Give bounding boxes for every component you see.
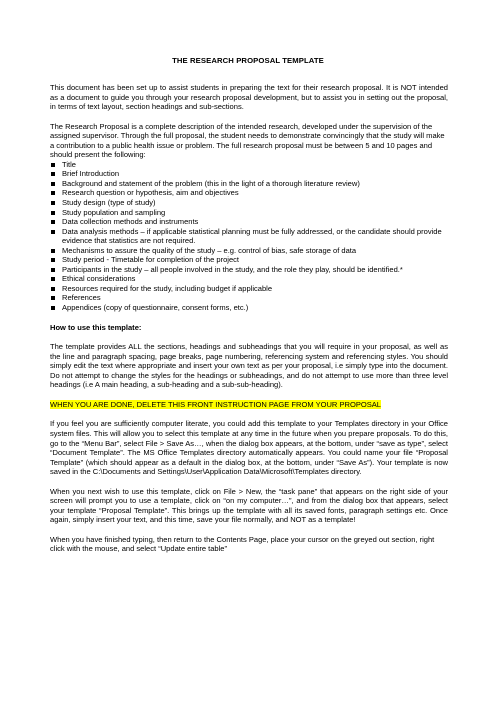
finish-paragraph: When you have finished typing, then return to the Contents Page, place your cursor on the greyed out section, right click with the mouse, and select “Update entire table” xyxy=(50,534,435,554)
howto-paragraph: The template provides ALL the sections, headings and subheadings that you will require in your proposal, as well as the line and paragraph spacing, page breaks, page numbering, referencing system and referencing styles. You should simply edit the text where appropriate and insert your own text as per your proposal, i.e simply type into the document. Do not attempt to change the styles for the headings or subheadings, and do not attempt to use more than three level headings (i.e A main heading, a sub-heading and a sub-sub-heading). xyxy=(50,342,448,390)
document-title: THE RESEARCH PROPOSAL TEMPLATE xyxy=(172,56,324,65)
list-item: Ethical considerations xyxy=(50,274,448,284)
warning-highlight: WHEN YOU ARE DONE, DELETE THIS FRONT INSTRUCTION PAGE FROM YOUR PROPOSAL xyxy=(50,399,381,409)
next-use-paragraph: When you next wish to use this template, click on File > New, the “task pane” that appears on the right side of your screen will prompt you to use a template, click on “on my computer…”, and from the dialog box that appears, select your template “Proposal Template”. This brings up the template with all its saved fonts, paragraph settings etc. Once again, simply insert your text, and this time, save your file normally, and NOT as a template! xyxy=(50,486,448,525)
delete-warning xyxy=(50,400,448,410)
description-paragraph: The Research Proposal is a complete description of the intended research, developed under the supervision of the assigned supervisor. Through the full proposal, the student needs to demonstrate convincingly that the study will make a contribution to a public health issue or problem. The full research proposal must be between 5 and 10 pages and should present the following: xyxy=(50,121,445,160)
list-item: Data collection methods and instruments xyxy=(50,217,448,227)
list-item: Study design (type of study) xyxy=(50,198,448,208)
list-item: Study period - Timetable for completion of the project xyxy=(50,255,448,265)
list-item: Participants in the study – all people involved in the study, and the role they play, should be identified.* xyxy=(50,265,448,275)
list-item: Study population and sampling xyxy=(50,208,448,218)
template-install-paragraph: If you feel you are sufficiently computer literate, you could add this template to your Templates directory in your Office system files. This will allow you to select this template at any time in the future when you prepare proposals. To do this, go to the “Menu Bar”, select File > Save As…, when the dialog box appears, at the bottom, under “save as type”, select “Document Template”. The MS Office Templates directory automatically appears. You could name your file “Proposal Template” (which should appear as a default in the dialog box, at the bottom, under “Save As”). Your template is now saved in the C:\Documents and Settings\User\Application Data\Microsoft\Templates directory. xyxy=(50,419,448,477)
list-item: Background and statement of the problem (this in the light of a thorough literature review) xyxy=(50,179,448,189)
howto-heading: How to use this template: xyxy=(50,322,142,332)
list-item: Appendices (copy of questionnaire, consent forms, etc.) xyxy=(50,303,448,313)
proposal-sections-list xyxy=(50,160,448,313)
list-item: References xyxy=(50,293,448,303)
list-item: Brief Introduction xyxy=(50,169,448,179)
document-body xyxy=(50,83,448,564)
list-item: Data analysis methods – if applicable statistical planning must be fully addressed, or the candidate should provide evidence that statistics are not required. xyxy=(50,227,448,246)
list-item: Resources required for the study, including budget if applicable xyxy=(50,284,448,294)
list-item: Title xyxy=(50,160,448,170)
list-item: Research question or hypothesis, aim and objectives xyxy=(50,188,448,198)
intro-paragraph: This document has been set up to assist students in preparing the text for their research proposal. It is NOT intended as a document to guide you through your research proposal development, but to assist you in setting out the proposal, in terms of text layout, section headings and sub-sections. xyxy=(50,83,448,112)
list-item: Mechanisms to assure the quality of the study – e.g. control of bias, safe storage of data xyxy=(50,246,448,256)
